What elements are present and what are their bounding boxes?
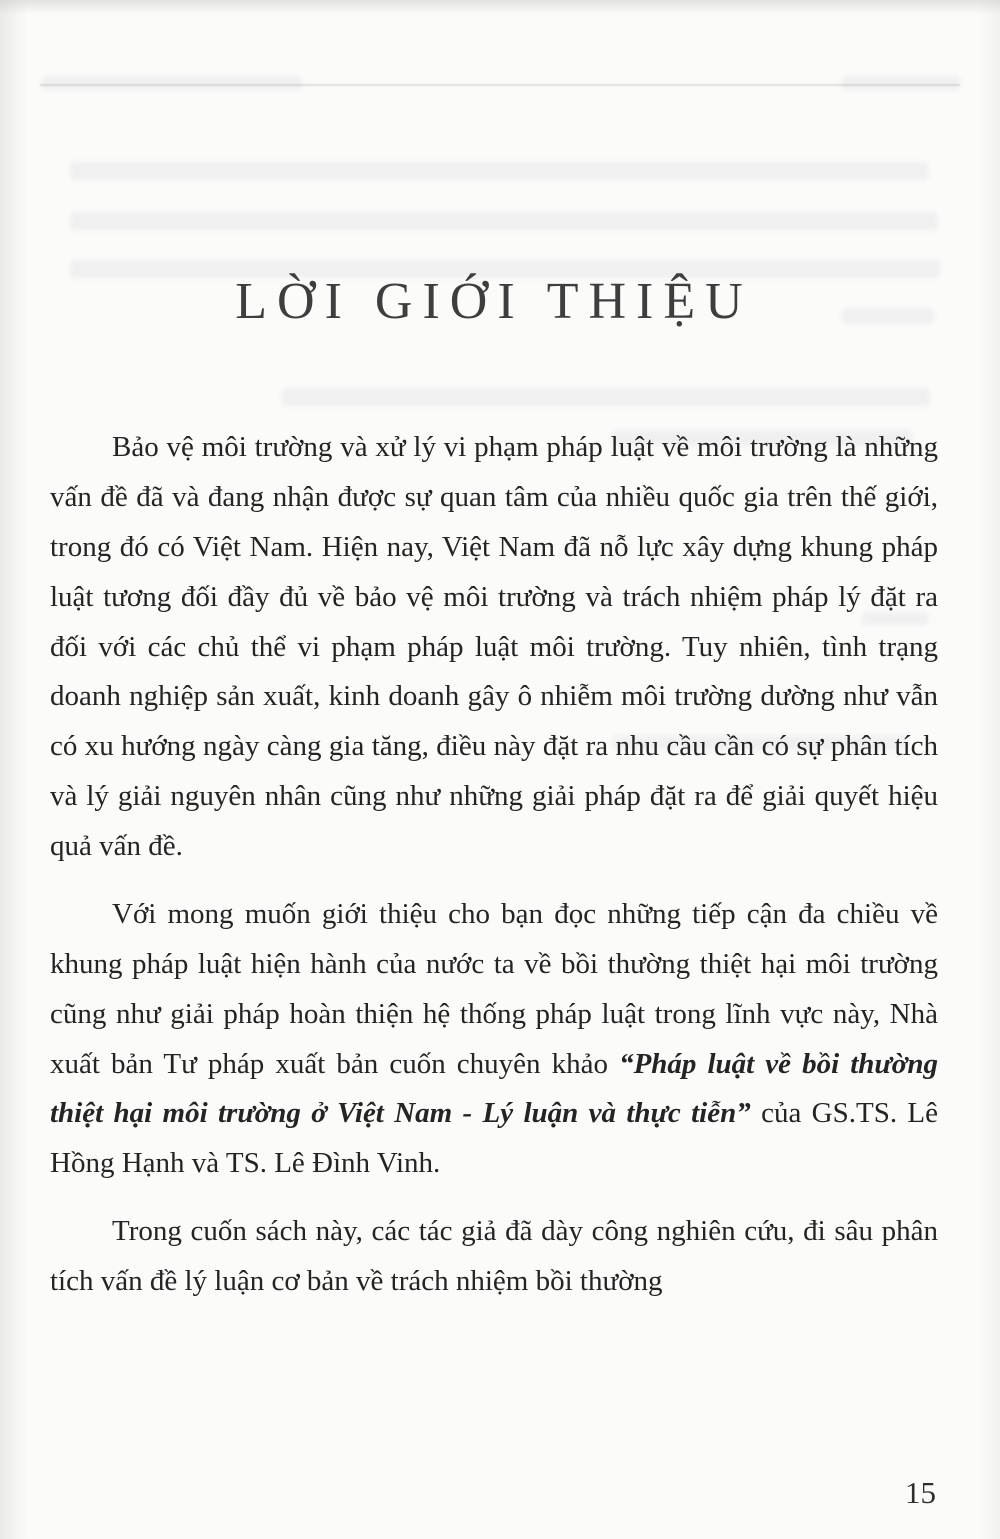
paragraph-text: của GS.TS. Lê Hồng Hạnh và TS. Lê Đình Vinh. xyxy=(50,1097,938,1180)
page-number: 15 xyxy=(905,1475,936,1510)
paragraph-text: Bảo vệ môi trường và xử lý vi phạm pháp luật về môi trường là những vấn đề đã và đang nhận được sự quan tâm của nhiều quốc gia trên thế giới, trong đó có Việt Nam. Hiện nay, Việt Nam đã nỗ lực xây dựng khung pháp luật tương đối đầy đủ về bảo vệ môi trường và trách nhiệm pháp lý đặt ra đối với các chủ thể vi phạm pháp luật môi trường. Tuy nhiên, tình trạng doanh nghiệp sản xuất, kinh doanh gây ô nhiễm môi trường dường như vẫn có xu hướng ngày càng gia tăng, điều này đặt ra nhu cầu cần có sự phân tích và lý giải nguyên nhân cũng như những giải pháp đặt ra để giải quyết hiệu quả vấn đề. xyxy=(50,431,938,862)
paragraph xyxy=(50,423,938,872)
page-content xyxy=(0,272,1000,1307)
paragraph-text: Với mong muốn giới thiệu cho bạn đọc những tiếp cận đa chiều về khung pháp luật hiện hành của nước ta về bồi thường thiệt hại môi trường cũng như giải pháp hoàn thiện hệ thống pháp luật trong lĩnh vực này, Nhà xuất bản Tư pháp xuất bản cuốn chuyên khảo xyxy=(50,897,938,1080)
page-bleedthrough xyxy=(70,162,928,180)
page-bleedthrough xyxy=(842,76,960,90)
page-bleedthrough xyxy=(70,212,938,230)
page-bleedthrough xyxy=(42,76,302,90)
paragraph-text: Trong cuốn sách này, các tác giả đã dày công nghiên cứu, đi sâu phân tích vấn đề lý luận cơ bản về trách nhiệm bồi thường xyxy=(50,1215,938,1297)
book-title-emphasis: “Pháp luật về bồi thường thiệt hại môi trường ở Việt Nam - Lý luận và thực tiễn” xyxy=(50,1047,939,1130)
paragraph xyxy=(50,890,938,1189)
page-title: LỜI GIỚI THIỆU xyxy=(235,273,753,330)
paragraph xyxy=(50,1207,938,1307)
